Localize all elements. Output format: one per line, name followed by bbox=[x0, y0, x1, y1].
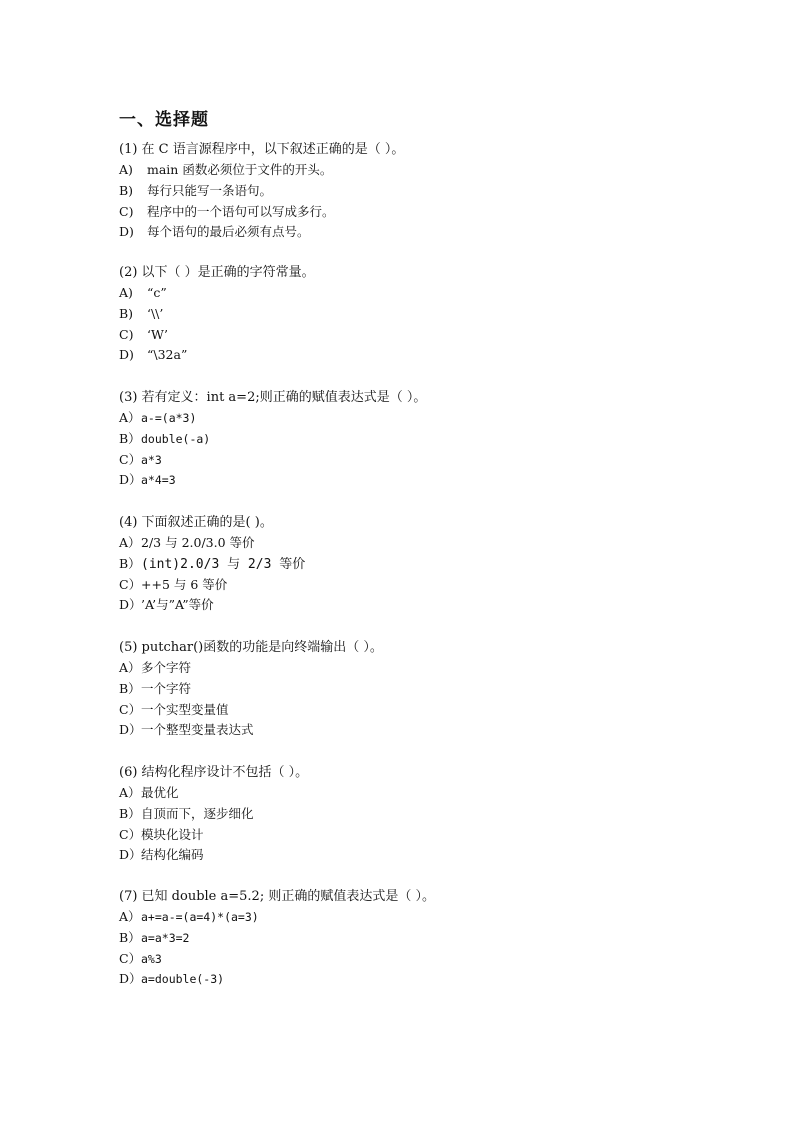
question-stem: (7) 已知 double a=5.2; 则正确的赋值表达式是（ ）。 bbox=[119, 889, 435, 904]
option-d: D）a*4=3 bbox=[119, 472, 176, 488]
option-a: A）最优化 bbox=[119, 785, 179, 800]
option-d: D) 每个语句的最后必须有点号。 bbox=[119, 224, 310, 240]
option-b: B) ‘\\’ bbox=[119, 305, 164, 321]
option-c: C）++5 与 6 等价 bbox=[119, 576, 228, 592]
option-b: B）(int)2.0/3 与 2/3 等价 bbox=[119, 555, 306, 572]
option-c: C）一个实型变量值 bbox=[119, 701, 229, 717]
option-b: B）double(-a) bbox=[119, 430, 211, 446]
question-stem: (4) 下面叙述正确的是( )。 bbox=[119, 515, 273, 530]
question-5 bbox=[119, 637, 679, 741]
question-stem: (1) 在 C 语言源程序中，以下叙述正确的是（ ）。 bbox=[119, 142, 405, 157]
option-d: D) “\32a” bbox=[119, 347, 188, 363]
option-c: C) 程序中的一个语句可以写成多行。 bbox=[119, 203, 335, 219]
option-a: A）多个字符 bbox=[119, 660, 192, 675]
option-a: A）a-=(a*3) bbox=[119, 410, 197, 425]
question-stem: (2) 以下（ ）是正确的字符常量。 bbox=[119, 265, 315, 280]
question-stem: (3) 若有定义：int a=2;则正确的赋值表达式是（ ）。 bbox=[119, 390, 427, 405]
option-b: B）a=a*3=2 bbox=[119, 929, 190, 945]
question-4 bbox=[119, 512, 679, 616]
option-c: C）a%3 bbox=[119, 950, 162, 966]
option-b: B) 每行只能写一条语句。 bbox=[119, 182, 273, 198]
option-a: A) “c” bbox=[119, 285, 167, 300]
option-d: D）结构化编码 bbox=[119, 847, 204, 863]
option-b: B）自顶而下，逐步细化 bbox=[119, 805, 254, 821]
option-d: D）’A’与”A”等价 bbox=[119, 597, 214, 613]
option-c: C）模块化设计 bbox=[119, 826, 204, 842]
option-c: C）a*3 bbox=[119, 451, 162, 467]
question-6 bbox=[119, 762, 679, 866]
option-c: C) ‘W’ bbox=[119, 326, 169, 342]
option-d: D）a=double(-3) bbox=[119, 971, 225, 987]
section-title: 一、选择题 bbox=[119, 110, 209, 130]
option-d: D）一个整型变量表达式 bbox=[119, 722, 254, 738]
question-2 bbox=[119, 262, 679, 366]
option-a: A) main 函数必须位于文件的开头。 bbox=[119, 162, 333, 177]
question-1 bbox=[119, 139, 679, 243]
option-a: A）2/3 与 2.0/3.0 等价 bbox=[119, 535, 255, 550]
question-stem: (6) 结构化程序设计不包括（ ）。 bbox=[119, 765, 309, 780]
question-stem: (5) putchar()函数的功能是向终端输出（ ）。 bbox=[119, 640, 383, 655]
option-a: A）a+=a-=(a=4)*(a=3) bbox=[119, 909, 259, 924]
option-b: B）一个字符 bbox=[119, 680, 192, 696]
question-7 bbox=[119, 886, 679, 990]
question-3 bbox=[119, 387, 679, 491]
